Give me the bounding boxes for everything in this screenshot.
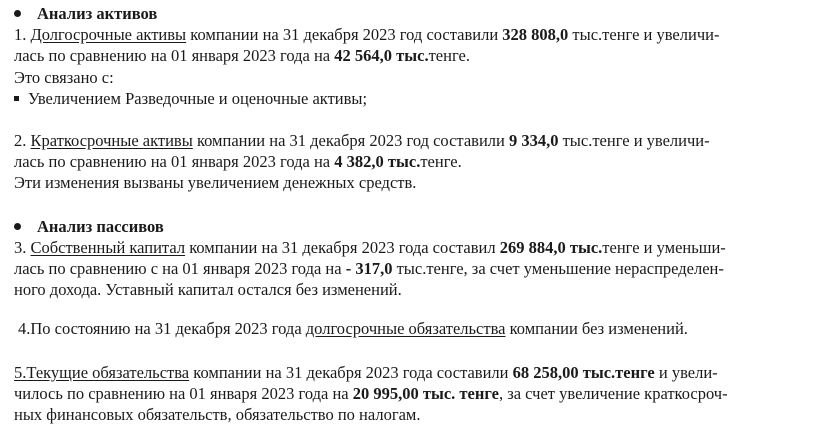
item3-line3: ного дохода. Уставный капитал остался без изменений. bbox=[14, 280, 402, 299]
item1-bullet-line: Увеличением Разведочные и оценочные активы; bbox=[14, 88, 367, 109]
assets-heading: Анализ активов bbox=[14, 3, 157, 24]
item3-line2: лась по сравнению с на 01 января 2023 года на - 317,0 тыс.тенге, за счет уменьшение нераспределен- bbox=[14, 259, 724, 278]
item1-change: 42 564,0 тыс. bbox=[334, 46, 429, 65]
item4-term: долгосрочные обязательства bbox=[305, 319, 506, 338]
item2-line2: лась по сравнению на 01 января 2023 года на 4 382,0 тыс.тенге. bbox=[14, 152, 462, 171]
item1-line2: лась по сравнению на 01 января 2023 года на 42 564,0 тыс.тенге. bbox=[14, 46, 470, 65]
item4-line: 4.По состоянию на 31 декабря 2023 года долгосрочные обязательства компании без изменений. bbox=[18, 319, 688, 338]
liabilities-heading: Анализ пассивов bbox=[14, 216, 164, 237]
item3-line1: 3. Собственный капитал компании на 31 декабря 2023 года составил 269 884,0 тыс.тенге и уменьши- bbox=[14, 238, 726, 257]
item1-line3: Это связано с: bbox=[14, 68, 114, 87]
bullet-icon bbox=[14, 223, 21, 230]
item5-line1: 5.Текущие обязательства компании на 31 декабря 2023 года составили 68 258,00 тыс.тенге и увели- bbox=[14, 363, 718, 382]
item5-line2: чилось по сравнению на 01 января 2023 года на 20 995,00 тыс. тенге, за счет увеличение краткосроч- bbox=[14, 384, 728, 403]
item3-change: - 317,0 bbox=[345, 259, 393, 278]
item5-term: Текущие обязательства bbox=[26, 363, 190, 382]
item2-change: 4 382,0 тыс. bbox=[334, 152, 421, 171]
item2-line3: Эти изменения вызваны увеличением денежных средств. bbox=[14, 173, 417, 192]
item5-value: 68 258,00 тыс.тенге bbox=[512, 363, 655, 382]
item2-term: Краткосрочные активы bbox=[30, 131, 193, 150]
item1-value: 328 808,0 bbox=[502, 25, 569, 44]
square-bullet-icon bbox=[14, 96, 19, 101]
item5-line3: ных финансовых обязательств, обязательство по налогам. bbox=[14, 405, 421, 424]
item3-term: Собственный капитал bbox=[30, 238, 186, 257]
item3-value: 269 884,0 тыс. bbox=[499, 238, 603, 257]
item2-value: 9 334,0 bbox=[508, 131, 559, 150]
bullet-icon bbox=[14, 10, 21, 17]
item5-change: 20 995,00 тыс. тенге bbox=[352, 384, 499, 403]
item2-line1: 2. Краткосрочные активы компании на 31 декабря 2023 год составили 9 334,0 тыс.тенге и увеличи- bbox=[14, 131, 710, 150]
item1-line1: 1. Долгосрочные активы компании на 31 декабря 2023 год составили 328 808,0 тыс.тенге и увеличи- bbox=[14, 25, 720, 44]
item1-term: Долгосрочные активы bbox=[30, 25, 187, 44]
